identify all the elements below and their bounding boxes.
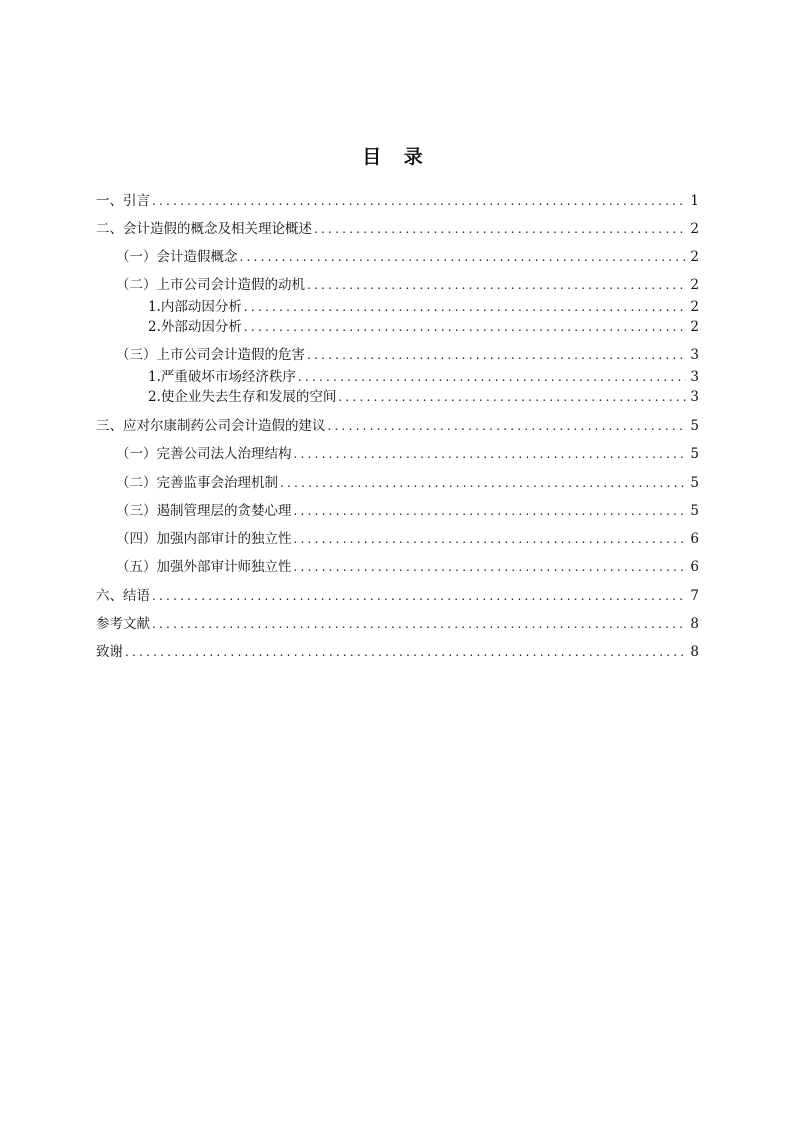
toc-entry-label: 三、应对尔康制药公司会计造假的建议 <box>96 418 326 434</box>
dot-leader <box>152 586 686 606</box>
toc-entry-label: （一）完善公司法人治理结构 <box>116 446 292 462</box>
toc-entry[interactable] <box>116 501 699 521</box>
dot-leader <box>244 297 687 317</box>
toc-entry-page: 6 <box>690 531 699 547</box>
dot-leader <box>307 345 686 365</box>
toc-entry[interactable] <box>96 642 699 662</box>
dot-leader <box>240 247 687 267</box>
toc-entry-page: 2 <box>690 277 699 293</box>
toc-entry-page: 8 <box>690 644 699 660</box>
toc-entry-page: 6 <box>690 559 699 575</box>
toc-entry-label: （三）上市公司会计造假的危害 <box>116 347 305 363</box>
toc-entry[interactable] <box>148 297 699 317</box>
toc-entry[interactable] <box>116 275 699 295</box>
toc-entry-page: 5 <box>690 446 699 462</box>
toc-entry-page: 3 <box>690 347 699 363</box>
toc-entry[interactable] <box>148 367 699 387</box>
toc-entry[interactable] <box>96 191 699 211</box>
toc-entry-label: 1.内部动因分析 <box>148 299 242 315</box>
toc-entry-label: 参考文献 <box>96 616 150 632</box>
toc-entry-label: 一、引言 <box>96 193 150 209</box>
toc-entry-label: （二）上市公司会计造假的动机 <box>116 277 305 293</box>
toc-entry-label: （三）遏制管理层的贪婪心理 <box>116 503 292 519</box>
toc-entry-label: （一）会计造假概念 <box>116 249 238 265</box>
dot-leader <box>280 473 686 493</box>
toc-entry[interactable] <box>148 317 699 337</box>
toc-entry-page: 1 <box>690 193 699 209</box>
toc-entry[interactable] <box>116 529 699 549</box>
toc-entry-page: 2 <box>690 299 699 315</box>
dot-leader <box>152 614 686 634</box>
toc-entry-label: 1.严重破坏市场经济秩序 <box>148 369 296 385</box>
dot-leader <box>294 501 687 521</box>
toc-entry[interactable] <box>116 345 699 365</box>
toc-entry[interactable] <box>116 557 699 577</box>
dot-leader <box>152 191 686 211</box>
dot-leader <box>294 557 687 577</box>
toc-entry-page: 5 <box>690 418 699 434</box>
toc-entry-label: 致谢 <box>96 644 123 660</box>
toc-entry-label: 二、会计造假的概念及相关理论概述 <box>96 221 312 237</box>
dot-leader <box>244 317 687 337</box>
dot-leader <box>294 529 687 549</box>
toc-entry-label: （五）加强外部审计师独立性 <box>116 559 292 575</box>
toc-entry[interactable] <box>116 473 699 493</box>
toc-entry-label: 六、结语 <box>96 588 150 604</box>
toc-entry[interactable] <box>96 586 699 606</box>
toc-entry-page: 5 <box>690 475 699 491</box>
dot-leader <box>328 416 687 436</box>
dot-leader <box>338 387 686 407</box>
dot-leader <box>307 275 686 295</box>
toc-entry-page: 3 <box>690 369 699 385</box>
toc-entry-label: （二）完善监事会治理机制 <box>116 475 278 491</box>
toc-entry-page: 2 <box>690 221 699 237</box>
toc-entry-label: 2.外部动因分析 <box>148 319 242 335</box>
toc-entry-page: 7 <box>690 588 699 604</box>
toc-entry-page: 2 <box>690 249 699 265</box>
toc-entry[interactable] <box>116 444 699 464</box>
toc-entry-label: （四）加强内部审计的独立性 <box>116 531 292 547</box>
dot-leader <box>314 219 686 239</box>
dot-leader <box>294 444 687 464</box>
toc-entry-page: 8 <box>690 616 699 632</box>
toc-entry-page: 5 <box>690 503 699 519</box>
dot-leader <box>298 367 687 387</box>
dot-leader <box>125 642 686 662</box>
toc-entry[interactable] <box>116 247 699 267</box>
toc-entry-page: 2 <box>690 319 699 335</box>
toc-entry[interactable] <box>96 614 699 634</box>
toc-entry-page: 3 <box>690 389 699 405</box>
toc-entry[interactable] <box>96 416 699 436</box>
toc-entry-label: 2.使企业失去生存和发展的空间 <box>148 389 337 405</box>
toc-entry[interactable] <box>96 219 699 239</box>
toc-entry[interactable] <box>148 387 699 407</box>
toc-title: 目 录 <box>362 146 431 168</box>
